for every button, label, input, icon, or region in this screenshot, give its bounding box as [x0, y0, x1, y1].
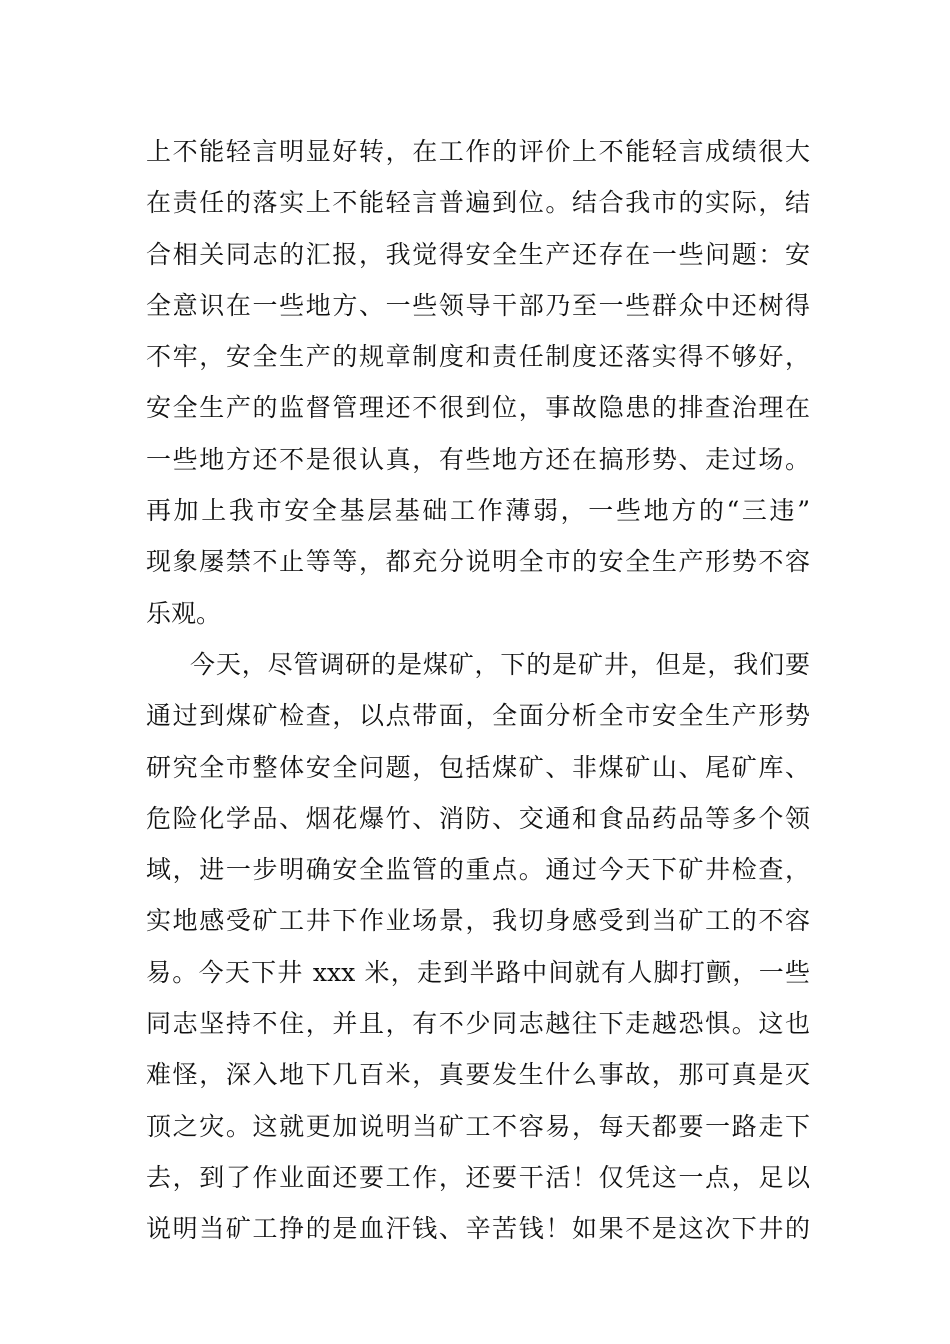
- text-line: 易。今天下井 xxx 米，走到半路中间就有人脚打颤，一些: [146, 957, 810, 987]
- paragraph-first-line: 今天，尽管调研的是煤矿，下的是矿井，但是，我们要: [190, 649, 810, 679]
- text-line: 在责任的落实上不能轻言普遍到位。结合我市的实际，结: [146, 188, 810, 218]
- text-line: 实地感受矿工井下作业场景，我切身感受到当矿工的不容: [146, 906, 810, 936]
- text-line: 乐观。: [146, 598, 222, 628]
- text-line: 顶之灾。这就更加说明当矿工不容易，每天都要一路走下: [146, 1111, 810, 1141]
- text-line: 去，到了作业面还要工作，还要干活！仅凭这一点，足以: [146, 1162, 810, 1192]
- text-line: 研究全市整体安全问题，包括煤矿、非煤矿山、尾矿库、: [146, 752, 810, 782]
- text-line: 不牢，安全生产的规章制度和责任制度还落实得不够好，: [146, 342, 810, 372]
- text-line: 全意识在一些地方、一些领导干部乃至一些群众中还树得: [146, 290, 810, 320]
- text-line: 同志坚持不住，并且，有不少同志越往下走越恐惧。这也: [146, 1009, 810, 1039]
- text-line: 难怪，深入地下几百米，真要发生什么事故，那可真是灭: [146, 1060, 810, 1090]
- text-line: 再加上我市安全基层基础工作薄弱，一些地方的“三违”: [146, 496, 810, 526]
- text-line: 危险化学品、烟花爆竹、消防、交通和食品药品等多个领: [146, 803, 810, 833]
- text-line: 通过到煤矿检查，以点带面，全面分析全市安全生产形势: [146, 701, 810, 731]
- text-line: 合相关同志的汇报，我觉得安全生产还存在一些问题：安: [146, 239, 810, 269]
- text-line: 说明当矿工挣的是血汗钱、辛苦钱！如果不是这次下井的: [146, 1214, 810, 1244]
- text-line: 现象屡禁不止等等，都充分说明全市的安全生产形势不容: [146, 547, 810, 577]
- body-text: [146, 126, 810, 1255]
- text-line: 安全生产的监督管理还不很到位，事故隐患的排查治理在: [146, 393, 810, 423]
- text-line: 域，进一步明确安全监管的重点。通过今天下矿井检查，: [146, 855, 810, 885]
- text-line: 上不能轻言明显好转，在工作的评价上不能轻言成绩很大: [146, 137, 810, 166]
- text-line: 一些地方还不是很认真，有些地方还在搞形势、走过场。: [146, 444, 810, 474]
